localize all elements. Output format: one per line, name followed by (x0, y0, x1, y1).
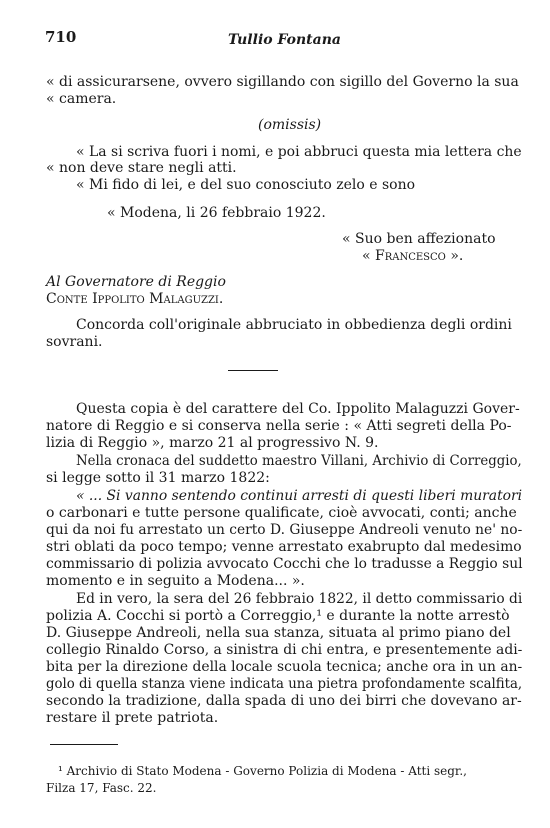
letter-line-4: « non deve stare negli atti. (46, 160, 237, 176)
letter-line-2: « camera. (46, 91, 117, 107)
quote-line-4: stri oblati da poco tempo; venne arrestato exabrupto dal medesimo (46, 539, 522, 555)
letter-line-3: « La si scriva fuori i nomi, e poi abbruci questa mia lettera che (76, 144, 522, 160)
footnote-rule (50, 744, 118, 745)
section-divider (228, 370, 278, 371)
body-p1-line-2: natore di Reggio e si conserva nella serie : « Atti segreti della Po- (46, 418, 512, 434)
address-to: Al Governatore di Reggio (46, 274, 226, 290)
letter-line-5: « Mi fido di lei, e del suo conosciuto zelo e sono (76, 177, 416, 193)
omissis: (omissis) (258, 117, 322, 133)
body-p3-line-3: D. Giuseppe Andreoli, nella sua stanza, situata al primo piano del (46, 625, 511, 641)
quote-line-1: « ... Si vanno sentendo continui arresti di questi liberi muratori (76, 488, 523, 504)
letter-date: « Modena, li 26 febbraio 1922. (107, 205, 326, 221)
concorda-line-2: sovrani. (46, 334, 103, 350)
footnote-line-2: Filza 17, Fasc. 22. (46, 781, 157, 795)
quote-line-5: commissario di polizia avvocato Cocchi che lo tradusse a Reggio sul (46, 556, 523, 572)
address-name-text: Conte Ippolito Malaguzzi. (46, 291, 224, 307)
body-p3-line-7: secondo la tradizione, dalla spada di uno dei birri che dovevano ar- (46, 693, 522, 709)
body-p2-line-1: Nella cronaca del suddetto maestro Villani, Archivio di Correggio, (76, 453, 522, 469)
body-p3-line-1: Ed in vero, la sera del 26 febbraio 1822, il detto commissario di (76, 591, 523, 607)
body-p1-line-1: Questa copia è del carattere del Co. Ippolito Malaguzzi Gover- (76, 401, 520, 417)
letter-closing: « Suo ben affezionato (342, 231, 496, 247)
body-p3-line-5: bita per la direzione della locale scuola tecnica; anche ora in un an- (46, 659, 523, 675)
body-p3-line-2: polizia A. Cocchi si portò a Correggio,¹ e durante la notte arrestò (46, 608, 510, 624)
letter-signature: « Francesco ». (362, 248, 464, 264)
body-p3-line-8: restare il prete patriota. (46, 710, 219, 726)
body-p3-line-6: golo di quella stanza viene indicata una pietra profondamente scalfita, (46, 676, 523, 692)
footnote-line-1: ¹ Archivio di Stato Modena - Governo Polizia di Modena - Atti segr., (58, 764, 467, 778)
concorda-line-1: Concorda coll'originale abbruciato in obbedienza degli ordini (76, 317, 512, 333)
address-name (46, 291, 223, 308)
running-head: Tullio Fontana (228, 32, 341, 48)
quote-line-2: o carbonari e tutte persone qualificate, cioè avvocati, conti; anche (46, 505, 517, 521)
quote-line-3: qui da noi fu arrestato un certo D. Giuseppe Andreoli venuto ne' no- (46, 522, 523, 538)
quote-line-6: momento e in seguito a Modena... ». (46, 573, 305, 589)
body-p1-line-3: lizia di Reggio », marzo 21 al progressivo N. 9. (46, 435, 379, 451)
body-p2-line-2: si legge sotto il 31 marzo 1822: (46, 470, 270, 486)
letter-line-1: « di assicurarsene, ovvero sigillando con sigillo del Governo la sua (46, 74, 519, 90)
body-p3-line-4: collegio Rinaldo Corso, a sinistra di chi entra, e presentemente adi- (46, 642, 523, 658)
page-number: 710 (45, 28, 77, 46)
